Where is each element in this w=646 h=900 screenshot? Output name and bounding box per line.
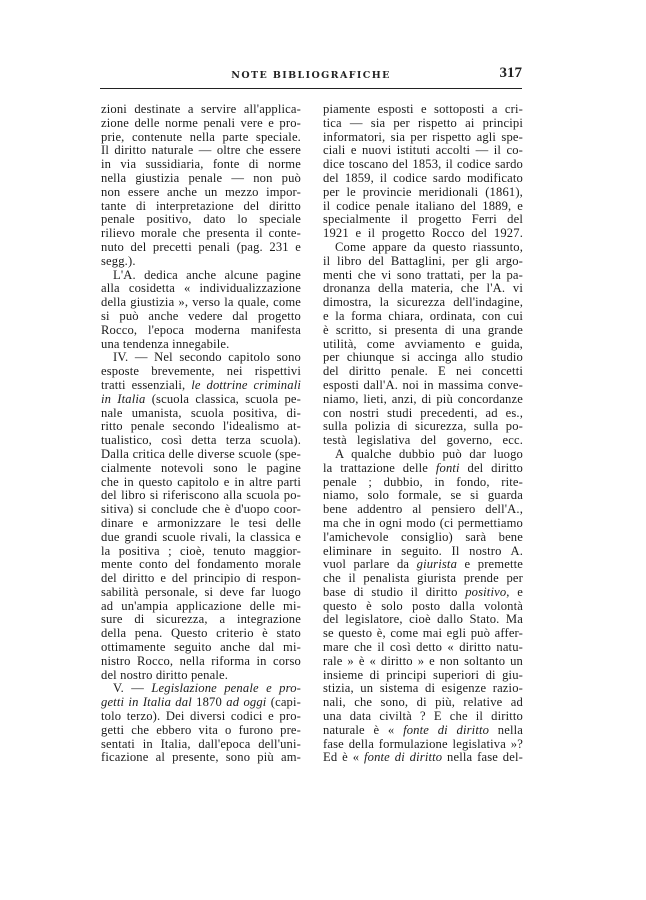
text-segment: penale ; dubbio, in fondo, rite-	[323, 474, 523, 489]
text-line	[101, 213, 301, 227]
text-line	[323, 365, 523, 379]
text-line	[323, 669, 523, 683]
italic-text: fonte di diritto	[403, 722, 490, 737]
text-segment: dronanza della materia, che l'A. vi	[323, 281, 523, 296]
text-line	[323, 172, 523, 186]
text-line	[323, 379, 523, 393]
text-segment: mente conto del fondamento morale	[101, 557, 301, 572]
text-segment: tualistico, così detta terza scuola).	[101, 433, 301, 448]
italic-text: le dottrine criminali	[191, 377, 301, 392]
text-line	[101, 572, 301, 586]
text-segment: mare che il così detto « diritto natu-	[323, 640, 523, 655]
text-segment: piamente esposti e sottoposti a cri-	[323, 102, 523, 116]
text-segment: rilievo morale che presenta il conte-	[101, 226, 301, 241]
text-line	[101, 558, 301, 572]
text-line	[323, 682, 523, 696]
text-segment: una data civiltà ? E che il diritto	[323, 709, 523, 724]
text-segment: del libro si riferiscono alla scuola po-	[101, 488, 301, 503]
text-line	[323, 476, 523, 490]
text-segment: sitiva) si conclude che è d'uopo coor-	[101, 502, 301, 517]
text-segment: il codice penale italiano del 1889, e	[323, 198, 523, 213]
text-segment: ciali e nuovi istituti accolti — il co-	[323, 143, 523, 158]
text-segment: prie, contenute nella parte speciale.	[101, 129, 301, 144]
text-line	[323, 572, 523, 586]
text-line	[323, 200, 523, 214]
text-segment: dice toscano del 1853, il codice sardo	[323, 157, 523, 172]
text-line	[323, 144, 523, 158]
text-line	[101, 324, 301, 338]
text-segment: della pena. Questo criterio è stato	[101, 626, 301, 641]
text-line	[101, 338, 301, 352]
text-line	[101, 255, 301, 269]
text-line	[101, 476, 301, 490]
text-line	[101, 269, 301, 283]
text-line	[323, 531, 523, 545]
text-line	[323, 462, 523, 476]
text-segment: 1870	[196, 695, 227, 710]
text-segment: questo è solo posto dalla volontà	[323, 598, 523, 613]
text-segment: stizia, un sistema di esigenze razio-	[323, 681, 523, 696]
text-segment: tratti essenziali,	[101, 377, 192, 392]
text-line	[101, 158, 301, 172]
text-segment: alla cosidetta « individualizzazione	[101, 281, 301, 296]
text-line	[101, 296, 301, 310]
text-segment: testà legislativa del governo, ecc.	[323, 433, 523, 448]
text-segment: non essere anche un mezzo impor-	[101, 184, 301, 199]
text-line	[101, 117, 301, 131]
text-segment: 1921 e il progetto Rocco del 1927.	[323, 226, 523, 241]
text-segment: Come appare da questo riassunto,	[335, 239, 523, 254]
text-segment: dinare e armonizzare le tesi delle	[101, 515, 301, 530]
text-segment: la trattazione delle	[323, 460, 436, 475]
text-line	[101, 751, 301, 765]
text-line	[101, 517, 301, 531]
italic-text: fonte di diritto	[363, 750, 443, 765]
text-segment: nella fase del-	[442, 750, 523, 765]
text-line	[101, 696, 301, 710]
right-text-column	[323, 103, 523, 765]
text-segment: Ed è «	[323, 750, 364, 765]
text-line	[101, 489, 301, 503]
text-segment: una tendenza innegabile.	[101, 336, 230, 351]
text-line	[101, 600, 301, 614]
text-segment: il libro del Battaglini, per gli argo-	[323, 253, 523, 268]
text-line	[323, 489, 523, 503]
text-segment: per le provincie meridionali (1861),	[323, 184, 523, 199]
text-segment: tica — sia per rispetto ai principi	[323, 115, 523, 130]
text-line	[323, 448, 523, 462]
text-segment: V. —	[113, 681, 152, 696]
text-segment: penale positivo, dato lo speciale	[101, 212, 301, 227]
text-line	[323, 338, 523, 352]
text-line	[101, 131, 301, 145]
text-segment: che il penalista giurista prende per	[323, 571, 523, 586]
text-segment: sabilità personale, si deve far luogo	[101, 584, 301, 599]
left-text-column	[101, 103, 301, 765]
text-line	[323, 296, 523, 310]
text-segment: due grandi scuole rivali, la classica e	[101, 529, 301, 544]
text-line	[323, 710, 523, 724]
text-line	[323, 241, 523, 255]
text-line	[323, 724, 523, 738]
text-line	[101, 103, 301, 117]
text-line	[101, 586, 301, 600]
text-segment: nuto del precetti penali (pag. 231 e	[101, 239, 301, 254]
italic-text: Legislazione penale e pro-	[151, 681, 301, 696]
text-segment: niamo, lieti, anzi, di più concordanze	[323, 391, 523, 406]
page-number: 317	[499, 65, 522, 81]
text-segment: nella giustizia penale — non può	[101, 170, 301, 185]
text-line	[323, 351, 523, 365]
text-line	[323, 393, 523, 407]
text-segment: eliminare in seguito. Il nostro A.	[323, 543, 523, 558]
text-line	[101, 627, 301, 641]
text-line	[323, 696, 523, 710]
italic-text: getti in Italia dal	[101, 695, 197, 710]
text-line	[101, 407, 301, 421]
text-segment: niamo, solo formale, se si guarda	[323, 488, 523, 503]
italic-text: ad oggi	[226, 695, 267, 710]
text-line	[323, 600, 523, 614]
text-line	[323, 641, 523, 655]
text-line	[323, 738, 523, 752]
text-line	[323, 434, 523, 448]
text-segment: se questo è, come mai egli può affer-	[323, 626, 523, 641]
text-segment: Dalla critica delle diverse scuole (spe-	[101, 446, 301, 461]
italic-text: giurista	[416, 557, 458, 572]
text-segment: la positiva ; cioè, tenuto maggior-	[101, 543, 301, 558]
text-segment: del diritto e del principio di respon-	[101, 571, 301, 586]
text-line	[323, 420, 523, 434]
text-segment: informatori, sia per rispetto agli spe-	[323, 129, 523, 144]
text-line	[101, 351, 301, 365]
text-line	[323, 586, 523, 600]
text-segment: sulla polizia di sicurezza, sulla po-	[323, 419, 523, 434]
text-line	[101, 393, 301, 407]
text-line	[101, 172, 301, 186]
text-segment: L'A. dedica anche alcune pagine	[113, 267, 301, 282]
text-segment: ficazione al presente, sono più am-	[101, 750, 301, 765]
text-line	[323, 255, 523, 269]
text-segment: si può anche vedere dal progetto	[101, 308, 301, 323]
text-line	[323, 269, 523, 283]
text-segment: esposte brevemente, nei rispettivi	[101, 364, 301, 379]
text-line	[323, 558, 523, 572]
text-segment: IV. — Nel secondo capitolo sono	[113, 350, 301, 365]
text-line	[101, 434, 301, 448]
text-segment: ottimamente seguito anche dal mi-	[101, 640, 301, 655]
text-segment: Il diritto naturale — oltre che essere	[101, 143, 301, 158]
text-line	[323, 655, 523, 669]
text-line	[323, 131, 523, 145]
text-segment: sentati in Italia, dall'epoca dell'uni-	[101, 736, 301, 751]
text-segment: della giustizia », verso la quale, come	[101, 295, 301, 310]
text-segment: e la forma chiara, ordinata, con cui	[323, 308, 523, 323]
italic-text: in Italia	[101, 391, 146, 406]
text-line	[323, 545, 523, 559]
italic-text: positivo	[465, 584, 507, 599]
text-line	[101, 310, 301, 324]
text-segment: , e	[506, 584, 523, 599]
text-line	[101, 420, 301, 434]
text-segment: nella	[489, 722, 523, 737]
text-segment: del diritto penale. E nei concetti	[323, 364, 523, 379]
text-line	[101, 462, 301, 476]
text-segment: base di studio il diritto	[323, 584, 466, 599]
text-line	[323, 213, 523, 227]
text-segment: Rocco, l'epoca moderna manifesta	[101, 322, 301, 337]
text-segment: zione delle norme penali vere e pro-	[101, 115, 301, 130]
text-line	[323, 324, 523, 338]
text-segment: (capi-	[266, 695, 301, 710]
text-segment: per chiunque si accinga allo studio	[323, 350, 523, 365]
text-line	[101, 448, 301, 462]
running-title: NOTE BIBLIOGRAFICHE	[231, 70, 391, 81]
text-line	[101, 545, 301, 559]
text-line	[101, 241, 301, 255]
text-segment: del nostro diritto penale.	[101, 667, 229, 682]
text-segment: vuol parlare da	[323, 557, 417, 572]
text-segment: bene addentro al pensiero dell'A.,	[323, 502, 523, 517]
text-line	[323, 503, 523, 517]
running-head	[100, 64, 522, 89]
text-line	[323, 751, 523, 765]
text-segment: esposti dall'A. noi in massima conve-	[323, 377, 523, 392]
text-line	[323, 158, 523, 172]
text-line	[101, 227, 301, 241]
text-line	[101, 365, 301, 379]
text-segment: che in questo capitolo e in altre parti	[101, 474, 301, 489]
text-segment: segg.).	[101, 253, 136, 268]
text-segment: insieme di principi superiori di giu-	[323, 667, 523, 682]
text-segment: e premette	[457, 557, 523, 572]
text-line	[101, 710, 301, 724]
text-segment: nistro Rocco, nella riforma in corso	[101, 653, 301, 668]
text-line	[323, 310, 523, 324]
text-segment: cialmente notevoli sono le pagine	[101, 460, 301, 475]
text-line	[323, 517, 523, 531]
text-segment: zioni destinate a servire all'applica-	[101, 102, 301, 116]
text-segment: nale umanista, scuola positiva, di-	[101, 405, 301, 420]
text-line	[323, 227, 523, 241]
text-line	[323, 613, 523, 627]
text-line	[101, 724, 301, 738]
text-line	[101, 669, 301, 683]
text-line	[101, 655, 301, 669]
text-segment: menti che vi sono trattati, per la pa-	[323, 267, 523, 282]
text-segment: fase della formulazione legislativa »?	[323, 736, 523, 751]
text-segment: rale » è « diritto » e non soltanto un	[323, 653, 523, 668]
text-segment: tolo terzo). Dei diversi codici e pro-	[101, 709, 301, 724]
text-line	[323, 407, 523, 421]
text-line	[101, 531, 301, 545]
text-line	[101, 144, 301, 158]
text-line	[101, 682, 301, 696]
text-segment: in via sussidiaria, fonte di norme	[101, 157, 301, 172]
text-segment: con nostri studi precedenti, ad es.,	[323, 405, 523, 420]
text-line	[323, 186, 523, 200]
text-line	[101, 738, 301, 752]
text-line	[101, 200, 301, 214]
text-segment: del legislatore, cioè dallo Stato. Ma	[323, 612, 523, 627]
text-segment: getti che ebbero vita o furono pre-	[101, 722, 301, 737]
text-line	[101, 613, 301, 627]
text-line	[101, 282, 301, 296]
text-segment: ad un'ampia applicazione delle mi-	[101, 598, 301, 613]
text-line	[323, 103, 523, 117]
text-segment: l'amichevole consiglio) sarà bene	[323, 529, 523, 544]
text-segment: ma che in ogni modo (ci permettiamo	[323, 515, 523, 530]
text-segment: naturale è «	[323, 722, 404, 737]
text-line	[101, 186, 301, 200]
text-segment: ritto penale secondo l'idealismo at-	[101, 419, 301, 434]
text-line	[101, 641, 301, 655]
text-line	[101, 379, 301, 393]
text-line	[323, 282, 523, 296]
text-segment: (scuola classica, scuola pe-	[145, 391, 301, 406]
text-segment: è scritto, si presenta di una grande	[323, 322, 523, 337]
text-segment: specialmente il progetto Ferri del	[323, 212, 523, 227]
text-segment: del diritto	[459, 460, 523, 475]
text-line	[323, 627, 523, 641]
text-segment: tante di interpretazione del diritto	[101, 198, 301, 213]
text-line	[101, 503, 301, 517]
text-line	[323, 117, 523, 131]
text-segment: del 1859, il codice sardo modificato	[323, 170, 523, 185]
italic-text: fonti	[435, 460, 460, 475]
text-segment: dimostra, la sicurezza dell'indagine,	[323, 295, 523, 310]
text-segment: sure di sicurezza, a integrazione	[101, 612, 301, 627]
text-segment: nali, che sono, di più, relative ad	[323, 695, 523, 710]
text-segment: utilità, come avviamento e guida,	[323, 336, 523, 351]
text-segment: A qualche dubbio può dar luogo	[335, 446, 523, 461]
